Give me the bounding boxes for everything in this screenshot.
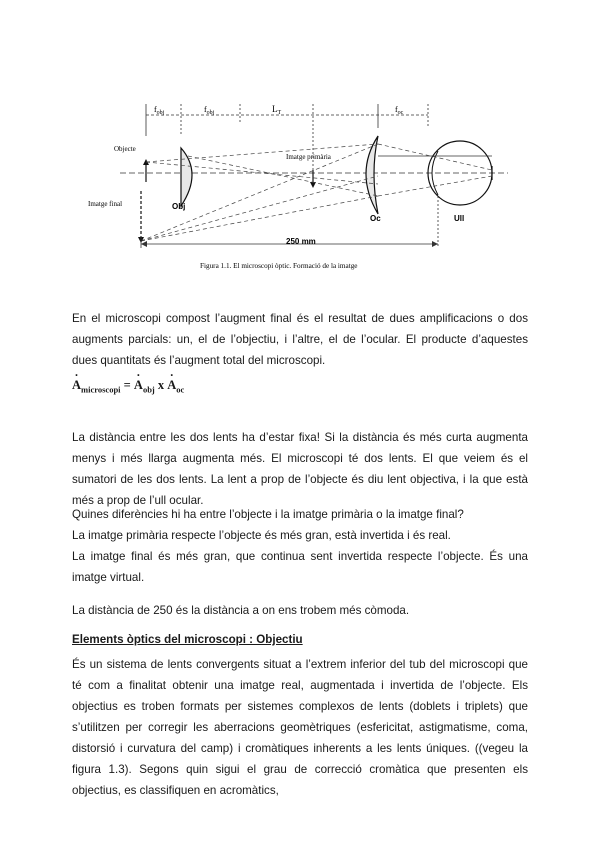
distance-label: 250 mm [286,237,316,246]
formula-equals: = [123,378,131,392]
section-heading-objectiu: Elements òptics del microscopi : Objectiu [72,633,303,646]
optics-diagram-svg [88,96,528,276]
imatge-final-label: Imatge final [88,200,123,208]
objecte-label: Objecte [114,145,136,153]
augment-formula [72,378,184,406]
f-obj-right-label: $f_{obj}$ [204,105,215,116]
imatge-primaria-label: Imatge primària [286,153,331,161]
oc-label: Oc [370,214,381,223]
paragraph-distance-lenses: La distància entre les dos lents ha d’estar fixa! Si la distància és més curta augmenta menys i més llarga augmenta més. El microscopi té dos lents. El que veiem és el sumatori de les dos lents. La lent a prop de l’objecte és diu lent objectiva, i la que està més a prop de l’ull ocular. [72,431,528,507]
paragraph-250: La distància de 250 és la distància a on ens trobem més còmoda. [72,604,410,617]
paragraph-augment: En el microscopi compost l’augment final és el resultat de dues amplificacions o dos augments parcials: un, el de l’objectiu, i l’altre, el de l’ocular. El producte d’aquestes dues quantitats és l’augment total del microscopi. [72,312,528,367]
question-text: Quines diferències hi ha entre l’objecte i la imatge primària o la imatge final? [72,508,464,521]
f-obj-left-label: $f_{obj}$ [154,105,165,116]
lt-label: $L_T$ [272,104,282,116]
formula-term-obj: · $A_{obj}$ [134,378,155,392]
formula-term-microscopi: · $A_{microscopi}$ [72,378,121,392]
formula-term-oc: · $A_{oc}$ [167,378,184,392]
formula-times: x [157,378,165,392]
paragraph-objectiu: És un sistema de lents convergents situat a l’extrem inferior del tub del microscopi que té com a finalitat obtenir una imatge real, augmentada i invertida de l’objecte. Els objectius es troben formats per sistemes complexos de lents (doblets i triplets) que s’utilitzen per corregir les aberracions geomètriques (esfericitat, astigmatisme, coma, distorsió i curvatura del camp) i cromàtiques inherents a les lents úniques. ((vegeu la figura 1.3). Segons quin sigui el grau de correcció cromàtica que presenten els objectius, es classifiquen en acromàtics, [72,658,528,797]
obj-label: Obj [172,202,186,211]
f-oc-label: $f_{oc}$ [395,105,404,116]
figure-caption: Figura 1.1. El microscopi òptic. Formació de la imatge [200,262,358,270]
answer-final-image: La imatge final és més gran, que continua sent invertida respecte l’objecte. És una imatge virtual. [72,550,528,584]
answer-primary-image: La imatge primària respecte l’objecte és més gran, està invertida i és real. [72,529,451,542]
microscope-diagram [88,96,528,276]
ull-label: Ull [454,214,465,223]
